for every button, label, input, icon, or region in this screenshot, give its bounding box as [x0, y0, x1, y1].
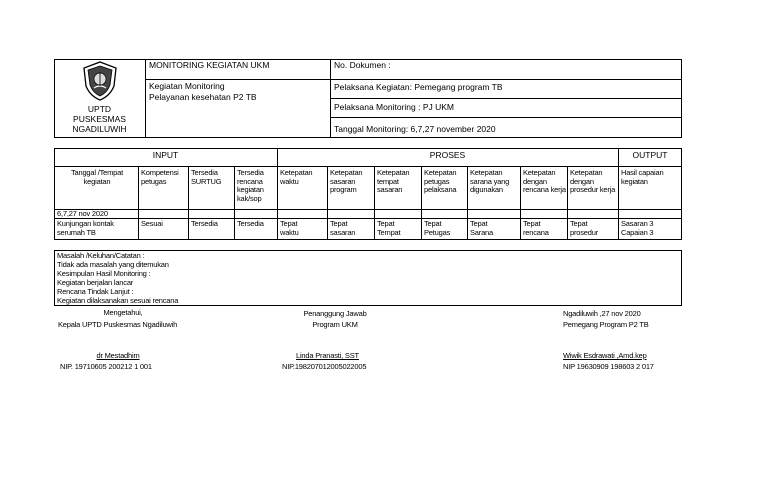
header-divider-1: [145, 59, 146, 138]
col-prosedur: Ketepatan dengan prosedur kerja: [570, 168, 616, 194]
cell-hasil: Sasaran 3 Capaian 3: [621, 219, 654, 237]
cell-sarana: Tepat Sarana: [470, 219, 493, 237]
sig3-line2: Pemegang Program P2 TB: [563, 320, 649, 329]
col-rencana-kerja: Ketepatan dengan rencana kerja: [523, 168, 566, 194]
cell-prosedur: Tepat prosedur: [570, 219, 599, 237]
sig3-name: Wiwik Esdrawati ,Amd.kep: [563, 351, 647, 360]
col-petugas: Ketepatan petugas pelaksana: [424, 168, 457, 194]
table-vline: [520, 166, 521, 240]
sig1-line1: Mengetahui,: [103, 308, 143, 317]
table-vline: [618, 148, 619, 240]
sig1-nip: NIP. 19710605 200212 1 001: [60, 362, 152, 371]
table-vline: [327, 166, 328, 240]
col-waktu: Ketepatan waktu: [280, 168, 313, 186]
sig2-line2: Program UKM: [312, 320, 358, 329]
col-tanggal: Tanggal /Tempat kegiatan: [70, 168, 124, 186]
table-hline-groups: [54, 166, 682, 167]
sig3-line1: Ngadiluwih ,27 nov 2020: [563, 309, 641, 318]
tanggal-monitoring: Tanggal Monitoring: 6,7,27 november 2020: [334, 124, 496, 134]
cell-sasaran: Tepat sasaran: [330, 219, 356, 237]
document-number: No. Dokumen :: [334, 60, 391, 70]
date-cell: 6,7,27 nov 2020: [57, 209, 108, 218]
notes-line: Tidak ada masalah yang ditemukan: [57, 260, 169, 269]
notes-line: Rencana Tindak Lanjut :: [57, 287, 134, 296]
table-vline: [374, 166, 375, 240]
table-vline: [467, 166, 468, 240]
table-hline-header: [54, 209, 682, 210]
header-hline-1: [145, 79, 682, 80]
group-input: INPUT: [152, 150, 179, 160]
pelaksana-kegiatan: Pelaksana Kegiatan: Pemegang program TB: [334, 82, 503, 92]
table-vline: [567, 166, 568, 240]
sig1-line2: Kepala UPTD Puskesmas Ngadiluwih: [58, 320, 178, 329]
cell-kompetensi: Sesuai: [141, 219, 163, 228]
cell-rencana-kerja: Tepat rencana: [523, 219, 549, 237]
table-vline: [421, 166, 422, 240]
activity-line1: Kegiatan Monitoring: [149, 81, 225, 91]
cell-tempat: Tepat Tempat: [377, 219, 401, 237]
table-vline: [277, 148, 278, 240]
sig1-name: dr Mestadhim: [96, 351, 140, 360]
org-line3: NGADILUWIH: [72, 124, 127, 134]
group-proses: PROSES: [429, 150, 466, 160]
table-vline: [234, 166, 235, 240]
col-surtug: Tersedia SURTUG: [191, 168, 222, 186]
cell-rencana: Tersedia: [237, 219, 264, 228]
puskesmas-logo-icon: [80, 60, 120, 102]
cell-petugas: Tepat Petugas: [424, 219, 451, 237]
notes-line: Kegiatan berjalan lancar: [57, 278, 134, 287]
cell-waktu: Tepat waktu: [280, 219, 299, 237]
col-kompetensi: Kompetensi petugas: [141, 168, 179, 186]
header-hline-2: [330, 98, 682, 99]
document-title: MONITORING KEGIATAN UKM: [149, 60, 270, 70]
notes-line: Kesimpulan Hasil Monitoring :: [57, 269, 151, 278]
cell-surtug: Tersedia: [191, 219, 218, 228]
table-vline: [188, 166, 189, 240]
org-line1: UPTD: [87, 104, 112, 114]
col-tempat: Ketepatan tempat sasaran: [377, 168, 410, 194]
group-output: OUTPUT: [632, 150, 668, 160]
sig3-nip: NIP 19630909 198603 2 017: [563, 362, 654, 371]
col-rencana: Tersedia rencana kegiatan kak/sop: [237, 168, 264, 203]
sig2-name: Linda Pranasti, SST: [296, 351, 359, 360]
col-sasaran: Ketepatan sasaran program: [330, 168, 363, 194]
sig2-line1: Penanggung Jawab: [303, 309, 367, 318]
activity-line2: Pelayanan kesehatan P2 TB: [149, 92, 257, 102]
notes-line: Masalah /Keluhan/Catatan :: [57, 251, 145, 260]
notes-line: Kegiatan dilaksanakan sesuai rencana: [57, 296, 179, 305]
header-hline-3: [330, 117, 682, 118]
cell-kegiatan: Kunjungan kontak serumah TB: [57, 219, 114, 237]
table-vline: [138, 166, 139, 240]
col-hasil: Hasil capaian kegiatan: [621, 168, 664, 186]
sig2-nip: NIP.198207012005022005: [282, 362, 367, 371]
col-sarana: Ketepatan sarana yang digunakan: [470, 168, 510, 194]
org-line2: PUSKESMAS: [73, 114, 126, 124]
pelaksana-monitoring: Pelaksana Monitoring : PJ UKM: [334, 102, 454, 112]
